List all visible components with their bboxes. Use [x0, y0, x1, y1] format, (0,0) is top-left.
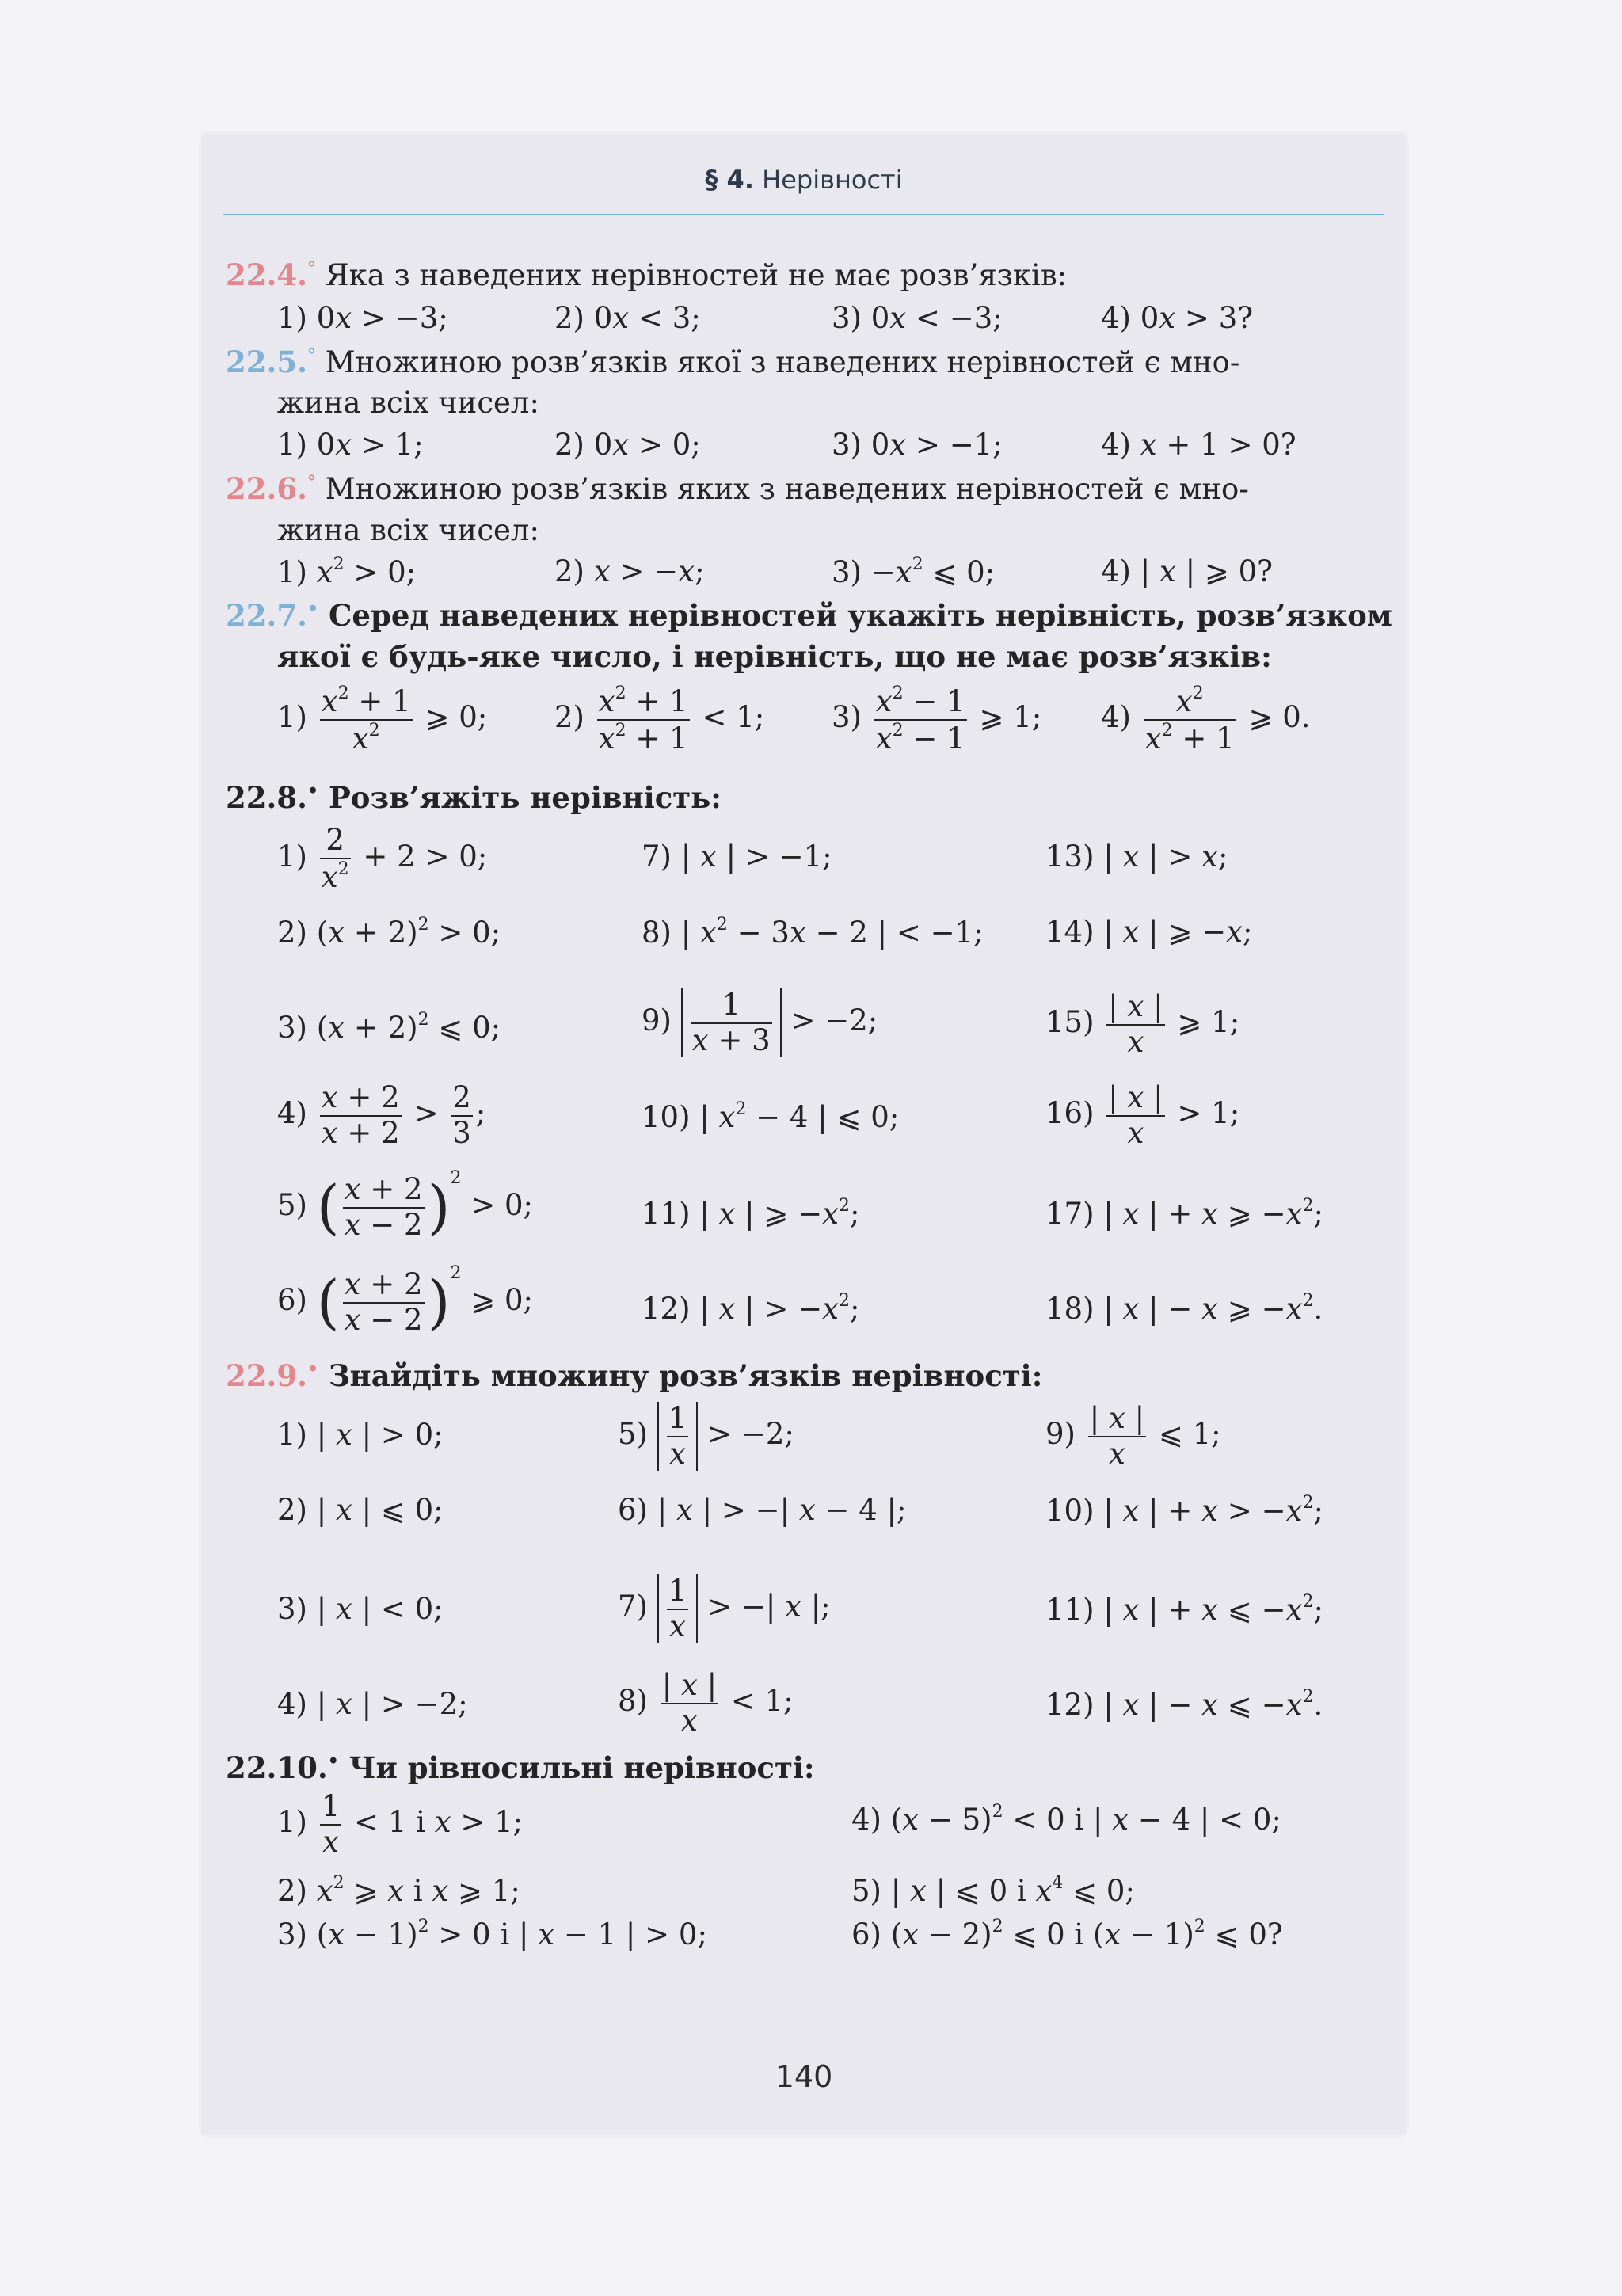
exercise-item: 17) | x | + x ⩾ $-x^2$; [1045, 1196, 1323, 1231]
problem-22-5-heading [226, 345, 1239, 379]
exercise-item: 8) $\frac{| x |}{x}$ < 1; [618, 1668, 794, 1738]
problem-text-continued: якої є будь-яке число, і нерівність, що не має розв’язків: [277, 639, 1272, 674]
exercise-item: 16) $\frac{| x |}{x}$ > 1; [1045, 1080, 1240, 1150]
exercise-item: 5) $\frac{1}{x}$ > −2; [618, 1401, 794, 1471]
exercise-item: 18) | x | − x ⩾ $-x^2$. [1045, 1291, 1323, 1326]
answer-option: 4) $\frac{x^2}{x^2 + 1}$ ⩾ 0. [1101, 683, 1311, 756]
problem-number: 22.4.° [226, 257, 316, 292]
exercise-item: 10) | $x^2 - 4$ | ⩽ 0; [642, 1099, 900, 1134]
exercise-item: 5) | x | ⩽ 0 і $x^4$ ⩽ 0; [851, 1873, 1135, 1908]
problem-number: 22.9.• [226, 1358, 319, 1393]
problem-text: Серед наведених нерівностей укажіть нерівність, розв’язком [328, 598, 1392, 633]
answer-option: 1) $\frac{x^2 + 1}{x^2}$ ⩾ 0; [277, 683, 488, 756]
exercise-item: 11) | x | ⩾ $-x^2$; [642, 1196, 860, 1231]
problem-text: Множиною розв’язків яких з наведених нерівностей є мно- [325, 472, 1249, 506]
exercise-item: 12) | x | > $-x^2$; [642, 1291, 860, 1326]
exercise-item: 13) | x | > x; [1045, 840, 1228, 874]
exercise-item: 6) $(x - 2)^2$ ⩽ 0 і $(x - 1)^2$ ⩽ 0? [851, 1917, 1283, 1951]
problem-number: 22.7.• [226, 598, 319, 633]
exercise-item: 1) | x | > 0; [277, 1418, 444, 1452]
exercise-item: 4) | x | > −2; [277, 1687, 468, 1721]
exercise-item: 6) | x | > −| x − 4 |; [618, 1493, 907, 1527]
page-number: 140 [775, 2059, 833, 2094]
section-mark: § 4. [705, 165, 754, 195]
answer-option: 4) x + 1 > 0? [1101, 428, 1296, 462]
exercise-item: 8) | $x^2 - 3x - 2$ | < −1; [642, 915, 984, 950]
problem-22-10-heading [226, 1750, 815, 1785]
answer-option: 2) $\frac{x^2 + 1}{x^2 + 1}$ < 1; [554, 683, 765, 756]
exercise-item: 5) ( $\frac{x + 2}{x - 2}$ )$^2$ > 0; [277, 1168, 533, 1242]
answer-option: 1) $x^2 > 0$; [277, 554, 417, 589]
answer-option: 3) 0x < −3; [832, 301, 1003, 335]
problem-22-7-heading [226, 598, 1392, 633]
problem-text: Яка з наведених нерівностей не має розв’язків: [325, 258, 1068, 292]
exercise-item: 2) | x | ⩽ 0; [277, 1493, 444, 1527]
answer-option: 3) 0x > −1; [832, 428, 1003, 462]
exercise-item: 7) | x | > −1; [642, 840, 832, 874]
exercise-item: 10) | x | + $x > -x^2$; [1045, 1493, 1323, 1528]
exercise-item: 4) $(x - 5)^2 < 0$ і | x − 4 | < 0; [851, 1802, 1281, 1837]
exercise-item: 4) $\frac{x + 2}{x + 2}$ > $\frac{2}{3}$ ; [277, 1080, 486, 1150]
problem-text: Чи рівносильні нерівності: [348, 1750, 815, 1785]
problem-22-8-heading [226, 780, 722, 815]
answer-option: $3) -x^2$ ⩽ 0; [832, 554, 996, 589]
problem-number: 22.8.• [226, 780, 319, 815]
page-content [202, 135, 1406, 2134]
exercise-item: 15) $\frac{| x |}{x}$ ⩾ 1; [1045, 989, 1240, 1059]
exercise-item: 9) $\frac{| x |}{x}$ ⩽ 1; [1045, 1401, 1221, 1471]
problem-text: Знайдіть множину розв’язків нерівності: [328, 1358, 1043, 1393]
answer-option: 3) $\frac{x^2 - 1}{x^2 - 1}$ ⩾ 1; [832, 683, 1042, 756]
exercise-item: 11) | x | + x ⩽ $-x^2$; [1045, 1592, 1323, 1627]
problem-22-6-heading [226, 471, 1249, 506]
problem-text: Множиною розв’язків якої з наведених нерівностей є мно- [325, 345, 1240, 379]
problem-text-continued: жина всіх чисел: [277, 386, 539, 420]
exercise-item: 3) $(x + 2)^2$ ⩽ 0; [277, 1010, 501, 1045]
exercise-item: 9) $\frac{1}{x + 3}$ > −2; [642, 988, 878, 1057]
problem-22-9-heading [226, 1358, 1042, 1393]
exercise-item: 6) ( $\frac{x + 2}{x - 2}$ )$^2$ ⩾ 0; [277, 1263, 533, 1337]
exercise-item: 3) $(x - 1)^2 > 0$ і | x − 1 | > 0; [277, 1917, 707, 1951]
problem-text-continued: жина всіх чисел: [277, 513, 539, 547]
answer-option: 1) 0x > 1; [277, 428, 424, 462]
answer-option: 4) 0x > 3? [1101, 301, 1254, 335]
problem-number: 22.10.• [226, 1750, 339, 1785]
exercise-item: 1) $\frac{2}{x^2}$ + 2 > 0; [277, 823, 488, 894]
textbook-page [202, 135, 1406, 2134]
problem-number: 22.6.° [226, 471, 316, 506]
answer-option: 2) 0x < 3; [554, 301, 701, 335]
answer-option: 1) 0x > −3; [277, 301, 448, 335]
exercise-item: 3) | x | < 0; [277, 1592, 444, 1626]
answer-option: 2) x > −x; [554, 554, 705, 588]
answer-option: 2) 0x > 0; [554, 428, 701, 462]
exercise-item: 2) $x^2$ ⩾ x і x ⩾ 1; [277, 1873, 520, 1908]
answer-option: 4) | x | ⩾ 0? [1101, 554, 1273, 588]
exercise-item: 14) | x | ⩾ −x; [1045, 915, 1253, 949]
exercise-item: 1) $\frac{1}{x}$ < 1 і x > 1; [277, 1789, 524, 1859]
exercise-item: 7) $\frac{1}{x}$ > −| x |; [618, 1574, 831, 1643]
problem-number: 22.5.° [226, 345, 316, 379]
exercise-item: 2) $(x + 2)^2 > 0$; [277, 915, 501, 950]
exercise-item: 12) | x | − x ⩽ $-x^2$. [1045, 1687, 1323, 1722]
section-title: Нерівності [762, 165, 903, 195]
problem-22-4-heading [226, 257, 1067, 292]
problem-text: Розв’яжіть нерівність: [328, 780, 722, 815]
